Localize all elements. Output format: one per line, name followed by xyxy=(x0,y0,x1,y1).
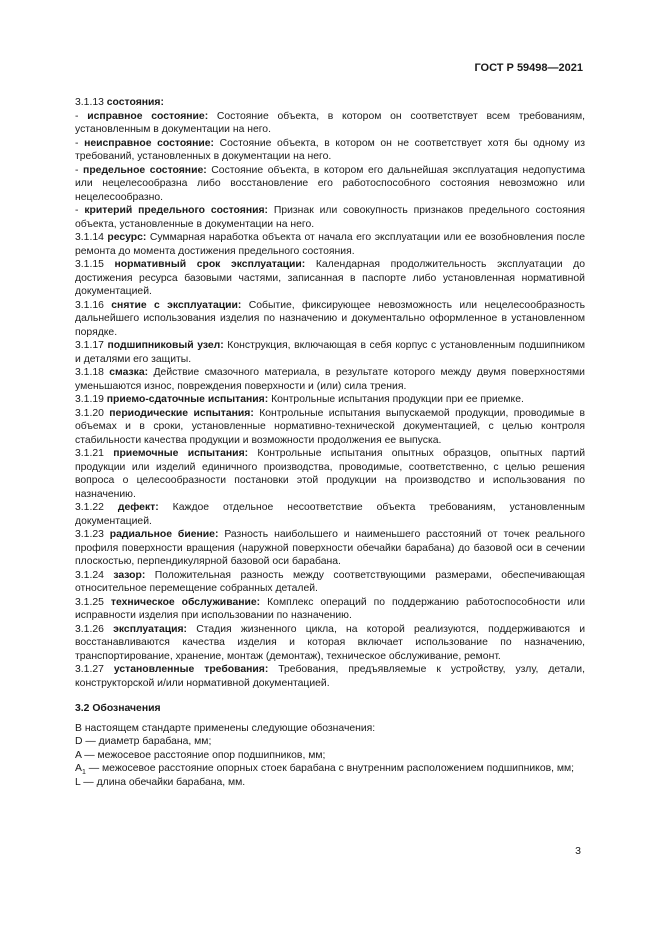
definition-text: Действие смазочного материала, в результате которого между двумя поверхностями уменьшаются износ, повреждения поверхности и (или) сила трения. xyxy=(75,367,585,392)
definition-text: - xyxy=(75,205,85,216)
definition-paragraph xyxy=(75,110,585,137)
definition-text: Каждое отдельное несоответствие объекта требованиям, установленным документацией. xyxy=(75,502,585,527)
definition-text: 3.1.19 xyxy=(75,394,107,405)
definition-paragraph xyxy=(75,299,585,340)
definition-text: Событие, фиксирующее невозможность или нецелесообразность дальнейшего использования изделия по назначению и документально оформленное в установленном порядке. xyxy=(75,299,586,338)
definition-paragraph xyxy=(75,231,585,258)
definition-paragraph xyxy=(75,96,585,110)
definition-text: Разность наибольшего и наименьшего расстояний от точек реального профиля поверхности вращения (наружной поверхности обечайки барабана) до базовой оси в сечении плоскостью, перпендикулярной базовой оси барабана. xyxy=(75,529,586,567)
definition-paragraph xyxy=(75,623,585,664)
definition-text: 3.1.17 xyxy=(75,340,108,351)
definition-text: 3.1.25 xyxy=(75,596,111,608)
definition-paragraph xyxy=(75,366,585,393)
definition-text: - xyxy=(75,164,84,176)
definition-text: 3.1.22 xyxy=(75,502,118,513)
symbol-description: — длина обечайки барабана, мм. xyxy=(80,776,246,788)
symbol-item xyxy=(75,749,585,763)
symbol-letter: A xyxy=(75,763,82,774)
definition-text: Состояние объекта, в котором его дальнейшая эксплуатация недопустима или нецелесообразна либо восстановление его работоспособного состояния невозможно или нецелесообразно. xyxy=(75,164,585,203)
definition-text: 3.1.21 xyxy=(75,448,114,459)
definition-paragraph xyxy=(75,137,585,164)
definition-paragraph xyxy=(75,501,585,528)
definition-text: Контрольные испытания выпускаемой продукции, проводимые в объемах и в сроки, установленные нормативно-технической документацией, с целью контроля стабильности качества продукции и возможности продолжения ее выпуска. xyxy=(75,407,586,446)
definition-text: 3.1.23 xyxy=(75,529,110,540)
definition-paragraph xyxy=(75,393,585,407)
definition-text: Состояние объекта, в котором он соответствует всем требованиям, установленным в документации на него. xyxy=(75,110,586,135)
definition-term: снятие с эксплуатации: xyxy=(111,299,242,311)
definition-text: 3.1.24 xyxy=(75,569,114,581)
symbol-item xyxy=(75,762,585,776)
symbol-item xyxy=(75,776,585,790)
definition-text: - xyxy=(75,137,85,149)
definition-text: 3.1.14 xyxy=(75,232,108,243)
definition-paragraph xyxy=(75,339,585,366)
definition-text: Суммарная наработка объекта от начала его эксплуатации или ее возобновления после ремонта до момента достижения предельного состояния. xyxy=(75,232,585,257)
definition-text: 3.1.13 xyxy=(75,97,107,108)
definition-text: 3.1.15 xyxy=(75,259,115,270)
definition-term: периодические испытания: xyxy=(109,407,254,419)
symbol-description: — межосевое расстояние опор подшипников, мм; xyxy=(81,749,326,761)
definition-text: 3.1.26 xyxy=(75,623,114,635)
symbol-item xyxy=(75,735,585,749)
definition-text: - xyxy=(75,110,88,122)
definition-text: 3.1.20 xyxy=(75,407,110,419)
definition-paragraph xyxy=(75,447,585,501)
definition-paragraph xyxy=(75,528,585,569)
definition-paragraph xyxy=(75,407,585,448)
definition-paragraph xyxy=(75,204,585,231)
definition-text: 3.1.27 xyxy=(75,664,114,675)
definition-text: Комплекс операций по поддержанию работоспособности или исправности изделия при использовании по назначению. xyxy=(75,596,586,621)
symbol-letter: L xyxy=(75,776,81,788)
definition-text: 3.1.16 xyxy=(75,299,112,311)
definition-term: приемо-сдаточные испытания: xyxy=(106,394,269,405)
definition-text: Признак или совокупность признаков предельного состояния объекта, установленные в документации на него. xyxy=(75,205,585,230)
symbols-list xyxy=(75,735,585,789)
definition-term: дефект: xyxy=(117,502,159,513)
definition-term: исправное состояние: xyxy=(87,110,209,122)
definition-term: приемочные испытания: xyxy=(113,448,249,459)
definitions-list xyxy=(75,96,585,690)
definition-paragraph xyxy=(75,164,585,205)
page-content xyxy=(75,96,585,789)
section-title: 3.2 Обозначения xyxy=(75,703,161,714)
symbol-letter: D xyxy=(75,736,83,747)
definition-text: Стадия жизненного цикла, на которой реализуются, поддерживаются и восстанавливаются качества изделия и которая включает использование по назначению, транспортирование, хранение, монтаж (демонтаж), техническое обслуживание, ремонт. xyxy=(75,623,585,662)
definition-term: установленные требования: xyxy=(113,664,269,675)
definition-term: состояния: xyxy=(106,97,164,108)
definition-text: Контрольные испытания опытных образцов, опытных партий продукции или изделий единичного производства, проводимые, соответственно, с целью решения вопроса о целесообразности постановки этой продукции на производство и использования по назначению. xyxy=(75,448,585,500)
definition-term: техническое обслуживание: xyxy=(110,596,261,608)
definition-text: 3.1.18 xyxy=(75,367,110,378)
definition-paragraph xyxy=(75,258,585,299)
definition-term: радиальное биение: xyxy=(109,529,219,540)
definition-paragraph xyxy=(75,663,585,690)
definition-term: ресурс: xyxy=(107,232,147,243)
definition-term: неисправное состояние: xyxy=(84,137,214,149)
symbol-description: — диаметр барабана, мм; xyxy=(82,736,212,747)
definition-term: предельное состояние: xyxy=(83,164,207,176)
definition-text: Конструкция, включающая в себя корпус с установленным подшипником и деталями его защиты. xyxy=(75,340,585,365)
symbol-subscript: 1 xyxy=(81,769,86,777)
definition-term: зазор: xyxy=(113,569,146,581)
definition-text: Требования, предъявляемые к устройству, узлу, детали, конструкторской и/или нормативной документацией. xyxy=(75,664,585,689)
definition-text: Календарная продолжительность эксплуатации до достижения ресурса базовыми частями, записанная в паспорте либо установленная нормативной документацией. xyxy=(75,259,585,297)
definition-term: эксплуатация: xyxy=(113,623,188,635)
symbol-letter: A xyxy=(75,749,82,761)
definition-text: Состояние объекта, в котором он не соответствует хотя бы одному из требований, установленных в документации на него. xyxy=(75,137,585,162)
page-number: 3 xyxy=(575,845,581,857)
definition-term: смазка: xyxy=(109,367,149,378)
definition-paragraph xyxy=(75,596,585,623)
definition-text: Контрольные испытания продукции при ее приемке. xyxy=(268,394,524,405)
definition-term: критерий предельного состояния: xyxy=(84,205,269,216)
definition-text: Положительная разность между соответствующими размерами, обеспечивающая относительное перемещение собранных деталей. xyxy=(75,569,585,594)
definition-term: подшипниковый узел: xyxy=(107,340,224,351)
symbols-intro: В настоящем стандарте применены следующие обозначения: xyxy=(75,722,376,734)
standard-header: ГОСТ Р 59498—2021 xyxy=(474,62,583,74)
symbol-description: — межосевое расстояние опорных стоек барабана с внутренним расположением подшипников, мм; xyxy=(85,763,575,774)
definition-paragraph xyxy=(75,569,585,596)
definition-term: нормативный срок эксплуатации: xyxy=(114,259,306,270)
